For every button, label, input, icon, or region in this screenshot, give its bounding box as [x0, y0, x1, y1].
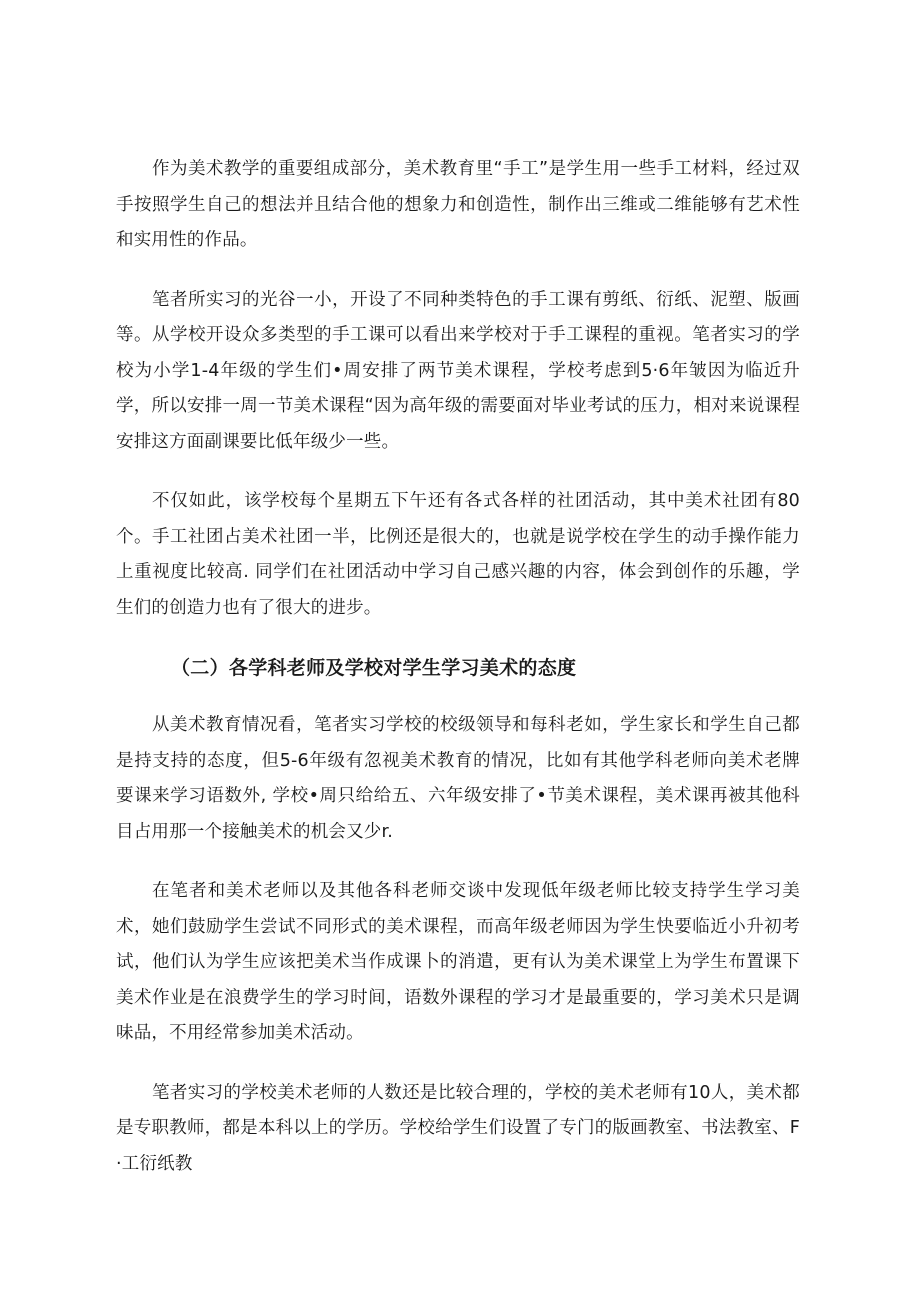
paragraph-handcraft-courses: 笔者所实习的光谷一小，开设了不同种类特色的手工课有剪纸、衍纸、泥塑、版画等。从学校开设众多类型的手工课可以看出来学校对于手工课程的重视。笔者实习的学校为小学1-4年级的学生们•周安排了两节美术课程，学校考虑到5·6年皱因为临近升学，所以安排一周一节美术课程“因为高年级的需要面对毕业考试的压力，相对来说课程安排这方面副课要比低年级少一些。	[116, 289, 800, 452]
paragraph-teacher-views: 在笔者和美术老师以及其他各科老师交谈中发现低年级老师比较支持学生学习美术，她们鼓励学生尝试不同形式的美术课程，而高年级老师因为学生快要临近小升初考试，他们认为学生应该把美术当作成课卜的消遣，更有认为美术课堂上为学生布置课下美术作业是在浪费学生的学习时间，语数外课程的学习才是最重要的，学习美术只是调味品，不用经常参加美术活动。	[116, 881, 800, 1043]
paragraph-art-teachers: 笔者实习的学校美术老师的人数还是比较合理的，学校的美术老师有10人，美术都是专职教师，都是本科以上的学历。学校给学生们设置了专门的版画教室、书法教室、F·工衍纸教	[116, 1082, 800, 1174]
document-body	[116, 152, 800, 1206]
paragraph-handcraft-definition: 作为美术教学的重要组成部分，美术教育里“手工”是学生用一些手工材料，经过双手按照学生自己的想法并且结合他的想象力和创造性，制作出三维或二维能够有艺术性和实用性的作品。	[116, 159, 800, 250]
paragraph-art-clubs: 不仅如此，该学校每个星期五下午还有各式各样的社团活动，其中美术社团有80个。手工社团占美术社团一半，比例还是很大的，也就是说学校在学生的动手操作能力上重视度比较高. 同学们在社团活动中学习自己感兴趣的内容，体会到创作的乐趣，学生们的创造力也有了很大的进步。	[116, 491, 800, 618]
section-heading: （二）各学科老师及学校对学生学习美术的态度	[171, 657, 577, 679]
paragraph-attitudes: 从美术教育情况看，笔者实习学校的校级领导和每科老如，学生家长和学生自己都是持支持的态度，但5-6年级有忽视美术教育的情况，比如有其他学科老师向美术老牌要课来学习语数外, 学校•周只给给五、六年级安排了•节美术课程，美术课再被其他科目占用那一个接触美术的机会又少r.	[116, 715, 800, 842]
